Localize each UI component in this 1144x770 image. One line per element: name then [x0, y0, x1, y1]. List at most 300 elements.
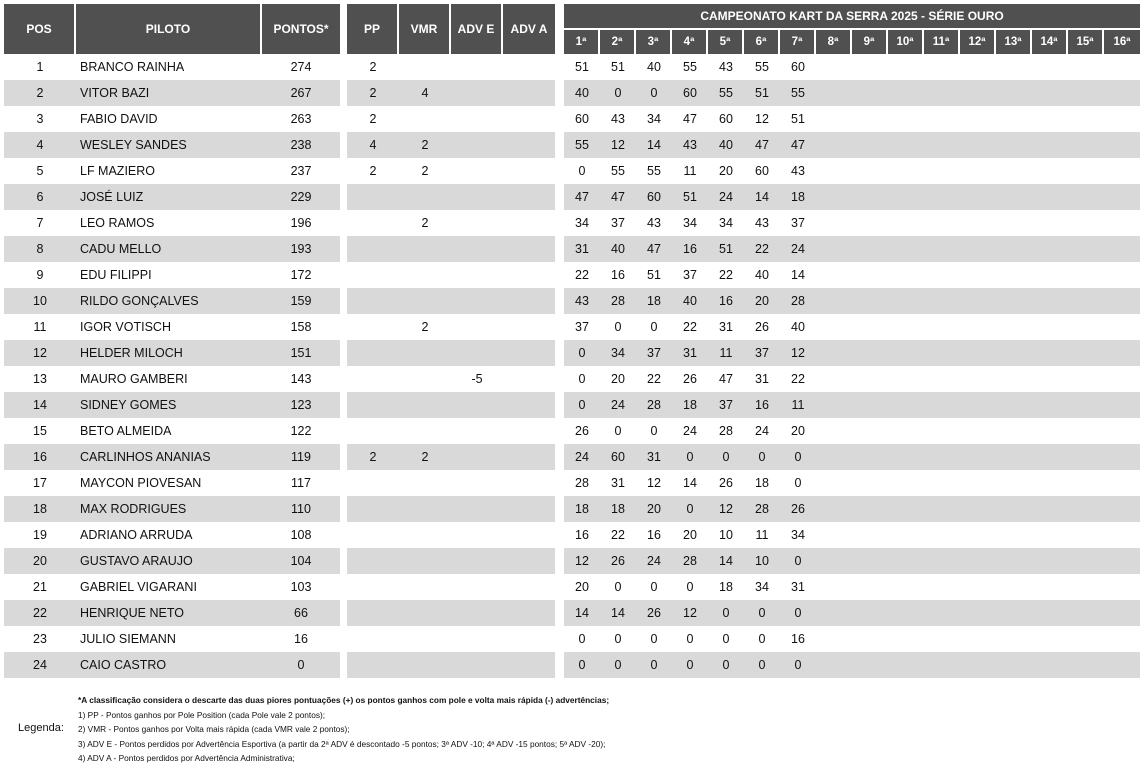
row-round-14-points — [1032, 496, 1068, 522]
row-round-9-points — [852, 600, 888, 626]
row-round-12-points — [960, 106, 996, 132]
row-round-12-points — [960, 54, 996, 80]
header-round-6: 6ª — [744, 30, 780, 54]
header-round-13: 13ª — [996, 30, 1032, 54]
table-row — [564, 470, 1140, 496]
row-round-12-points — [960, 132, 996, 158]
row-round-6-points: 31 — [755, 372, 769, 386]
table-row — [347, 236, 555, 262]
row-points: 267 — [262, 80, 340, 106]
table-row — [4, 574, 340, 600]
row-round-15-points — [1068, 470, 1104, 496]
row-round-2-points: 22 — [611, 528, 625, 542]
table-row — [4, 288, 340, 314]
row-round-6-points: 14 — [744, 184, 780, 210]
row-vmr: 2 — [421, 320, 429, 334]
row-round-3-points: 16 — [647, 528, 661, 542]
row-round-4-points: 0 — [672, 496, 708, 522]
table-row — [347, 470, 555, 496]
row-points: 0 — [262, 652, 340, 678]
row-round-4-points: 60 — [672, 80, 708, 106]
row-round-6-points: 34 — [755, 580, 769, 594]
row-pos: 9 — [36, 268, 44, 282]
table-row — [347, 314, 555, 340]
row-vmr: 2 — [421, 216, 429, 230]
row-round-6-points: 16 — [744, 392, 780, 418]
table-row — [564, 548, 1140, 574]
row-round-16-points — [1104, 262, 1140, 288]
row-round-9-points — [852, 626, 888, 652]
row-round-6-points: 0 — [744, 444, 780, 470]
row-vmr — [399, 392, 451, 418]
header-round-12: 12ª — [960, 30, 996, 54]
row-round-10-points — [888, 522, 924, 548]
row-pp — [347, 262, 399, 288]
row-round-5-points: 55 — [708, 80, 744, 106]
table-row — [564, 600, 1140, 626]
table-row — [564, 574, 1140, 600]
row-pos: 8 — [4, 236, 76, 262]
championship-title: CAMPEONATO KART DA SERRA 2025 - SÉRIE OURO — [564, 4, 1140, 30]
row-round-8-points — [816, 548, 852, 574]
row-round-15-points — [1068, 366, 1104, 392]
row-round-14-points — [1032, 470, 1068, 496]
row-round-16-points — [1104, 54, 1140, 80]
row-round-2-points: 60 — [600, 444, 636, 470]
row-round-12-points — [960, 184, 996, 210]
row-round-5-points: 34 — [719, 216, 733, 230]
row-round-4-points: 12 — [672, 600, 708, 626]
legend-item-vmr: 2) VMR - Pontos ganhos por Volta mais rápida (cada VMR vale 2 pontos); — [78, 724, 350, 734]
row-round-10-points — [888, 288, 924, 314]
row-round-3-points: 24 — [636, 548, 672, 574]
row-pos: 13 — [33, 372, 47, 386]
row-adv-a — [503, 288, 555, 314]
row-adv-a — [503, 314, 555, 340]
row-round-5-points: 16 — [708, 288, 744, 314]
row-round-3-points: 22 — [647, 372, 661, 386]
row-round-13-points — [996, 652, 1032, 678]
row-pos: 3 — [36, 112, 44, 126]
row-adv-a — [503, 574, 555, 600]
row-round-12-points — [960, 548, 996, 574]
row-round-4-points: 14 — [683, 476, 697, 490]
table-row — [4, 314, 340, 340]
row-round-2-points: 14 — [600, 600, 636, 626]
row-round-9-points — [852, 548, 888, 574]
header-piloto: PILOTO — [76, 4, 262, 54]
row-adv-a — [503, 522, 555, 548]
table-row — [4, 626, 340, 652]
row-round-12-points — [960, 392, 996, 418]
row-round-9-points — [852, 444, 888, 470]
row-driver-name: HENRIQUE NETO — [76, 600, 262, 626]
row-adv-a — [503, 444, 555, 470]
row-round-7-points: 16 — [791, 632, 805, 646]
table-row — [564, 184, 1140, 210]
row-pp — [347, 470, 399, 496]
row-round-7-points: 0 — [780, 548, 816, 574]
row-round-1-points: 0 — [564, 652, 600, 678]
row-round-12-points — [960, 600, 996, 626]
row-vmr — [399, 106, 451, 132]
row-round-15-points — [1068, 184, 1104, 210]
row-round-14-points — [1032, 574, 1068, 600]
row-round-11-points — [924, 158, 960, 184]
row-round-11-points — [924, 626, 960, 652]
row-round-11-points — [924, 418, 960, 444]
row-adv-a — [503, 470, 555, 496]
row-round-8-points — [816, 184, 852, 210]
table-row — [564, 522, 1140, 548]
row-round-6-points: 26 — [755, 320, 769, 334]
row-round-8-points — [816, 80, 852, 106]
row-round-9-points — [852, 366, 888, 392]
row-round-9-points — [852, 106, 888, 132]
row-driver-name: JULIO SIEMANN — [80, 632, 176, 646]
row-round-15-points — [1068, 522, 1104, 548]
row-round-9-points — [852, 132, 888, 158]
header-round-7: 7ª — [780, 30, 816, 54]
row-round-13-points — [996, 366, 1032, 392]
row-round-10-points — [888, 574, 924, 600]
row-round-9-points — [852, 574, 888, 600]
row-round-15-points — [1068, 600, 1104, 626]
row-pp — [347, 574, 399, 600]
row-round-8-points — [816, 158, 852, 184]
row-round-4-points: 43 — [672, 132, 708, 158]
header-adv-a: ADV A — [503, 4, 555, 54]
row-round-7-points: 22 — [791, 372, 805, 386]
row-points: 119 — [262, 444, 340, 470]
row-round-14-points — [1032, 366, 1068, 392]
header-round-10: 10ª — [888, 30, 924, 54]
row-round-11-points — [924, 470, 960, 496]
row-pp — [347, 392, 399, 418]
row-round-6-points: 55 — [755, 60, 769, 74]
row-round-8-points — [816, 392, 852, 418]
row-driver-name: VITOR BAZI — [76, 80, 262, 106]
table-row — [564, 496, 1140, 522]
table-row — [4, 340, 340, 366]
row-round-2-points: 0 — [614, 632, 622, 646]
row-adv-a — [503, 210, 555, 236]
row-round-10-points — [888, 314, 924, 340]
row-pp — [347, 652, 399, 678]
row-round-2-points: 51 — [611, 60, 625, 74]
header-pontos: PONTOS* — [262, 4, 340, 54]
row-round-11-points — [924, 184, 960, 210]
row-pos: 15 — [33, 424, 47, 438]
table-row — [347, 392, 555, 418]
row-pp — [347, 184, 399, 210]
row-round-12-points — [960, 80, 996, 106]
row-round-2-points: 31 — [611, 476, 625, 490]
row-round-11-points — [924, 444, 960, 470]
table-row — [347, 106, 555, 132]
row-round-13-points — [996, 470, 1032, 496]
row-points: 172 — [290, 268, 312, 282]
row-round-11-points — [924, 574, 960, 600]
row-round-7-points: 0 — [780, 652, 816, 678]
row-round-4-points: 16 — [672, 236, 708, 262]
row-round-2-points: 37 — [611, 216, 625, 230]
row-round-13-points — [996, 80, 1032, 106]
row-round-6-points: 10 — [744, 548, 780, 574]
row-round-16-points — [1104, 392, 1140, 418]
row-pos: 7 — [36, 216, 44, 230]
row-round-6-points: 28 — [744, 496, 780, 522]
row-round-7-points: 31 — [791, 580, 805, 594]
row-round-8-points — [816, 626, 852, 652]
row-round-16-points — [1104, 626, 1140, 652]
row-adv-e — [451, 522, 503, 548]
row-round-4-points: 0 — [686, 632, 694, 646]
row-round-7-points: 26 — [780, 496, 816, 522]
row-round-13-points — [996, 210, 1032, 236]
row-round-16-points — [1104, 340, 1140, 366]
row-round-3-points: 28 — [636, 392, 672, 418]
table-row — [564, 236, 1140, 262]
row-points: 104 — [262, 548, 340, 574]
row-points: 66 — [262, 600, 340, 626]
row-driver-name: ADRIANO ARRUDA — [80, 528, 193, 542]
row-vmr — [399, 366, 451, 392]
row-round-9-points — [852, 392, 888, 418]
table-row — [564, 80, 1140, 106]
row-round-1-points: 31 — [564, 236, 600, 262]
row-pos: 5 — [36, 164, 44, 178]
row-round-7-points: 0 — [794, 476, 802, 490]
row-round-3-points: 18 — [636, 288, 672, 314]
row-adv-e — [451, 444, 503, 470]
row-round-1-points: 43 — [564, 288, 600, 314]
row-round-11-points — [924, 288, 960, 314]
row-round-6-points: 40 — [755, 268, 769, 282]
row-vmr — [399, 470, 451, 496]
row-round-4-points: 20 — [683, 528, 697, 542]
row-round-4-points: 11 — [683, 164, 697, 178]
row-round-3-points: 47 — [636, 236, 672, 262]
row-pp — [347, 626, 399, 652]
row-adv-e — [451, 314, 503, 340]
row-round-16-points — [1104, 106, 1140, 132]
row-adv-a — [503, 106, 555, 132]
row-round-2-points: 16 — [611, 268, 625, 282]
row-round-10-points — [888, 210, 924, 236]
row-round-6-points: 22 — [744, 236, 780, 262]
row-round-4-points: 24 — [683, 424, 697, 438]
legend — [78, 693, 609, 766]
table-row — [564, 106, 1140, 132]
table-row — [4, 132, 340, 158]
row-adv-a — [503, 418, 555, 444]
header-round-16: 16ª — [1104, 30, 1140, 54]
row-round-7-points: 34 — [791, 528, 805, 542]
row-round-16-points — [1104, 184, 1140, 210]
row-adv-a — [503, 158, 555, 184]
row-round-15-points — [1068, 236, 1104, 262]
row-round-12-points — [960, 496, 996, 522]
row-round-12-points — [960, 626, 996, 652]
table-row — [347, 288, 555, 314]
table-row — [4, 80, 340, 106]
row-pp: 2 — [369, 164, 377, 178]
row-round-5-points: 37 — [708, 392, 744, 418]
row-round-5-points: 28 — [719, 424, 733, 438]
table-row — [564, 210, 1140, 236]
row-round-4-points: 55 — [683, 60, 697, 74]
header-vmr: VMR — [399, 4, 451, 54]
row-round-16-points — [1104, 496, 1140, 522]
header-round-2: 2ª — [600, 30, 636, 54]
row-round-1-points: 55 — [564, 132, 600, 158]
row-driver-name: LF MAZIERO — [80, 164, 156, 178]
row-round-13-points — [996, 392, 1032, 418]
row-round-15-points — [1068, 392, 1104, 418]
row-round-7-points: 28 — [780, 288, 816, 314]
row-pp — [347, 210, 399, 236]
row-round-9-points — [852, 210, 888, 236]
row-adv-e — [451, 340, 503, 366]
row-round-10-points — [888, 418, 924, 444]
row-adv-e — [451, 496, 503, 522]
row-round-5-points: 51 — [708, 236, 744, 262]
row-points: 159 — [262, 288, 340, 314]
row-adv-a — [503, 262, 555, 288]
row-round-7-points: 47 — [780, 132, 816, 158]
bonus-table — [347, 4, 555, 678]
row-round-16-points — [1104, 470, 1140, 496]
table-row — [4, 158, 340, 184]
row-round-3-points: 0 — [650, 580, 658, 594]
row-round-7-points: 20 — [791, 424, 805, 438]
row-round-7-points: 43 — [791, 164, 805, 178]
row-round-3-points: 12 — [647, 476, 661, 490]
row-round-1-points: 40 — [564, 80, 600, 106]
row-points: 274 — [290, 60, 312, 74]
table-row — [347, 522, 555, 548]
row-round-7-points: 0 — [780, 444, 816, 470]
row-round-10-points — [888, 236, 924, 262]
row-round-13-points — [996, 600, 1032, 626]
row-round-1-points: 47 — [564, 184, 600, 210]
row-round-8-points — [816, 444, 852, 470]
row-round-3-points: 20 — [636, 496, 672, 522]
row-round-4-points: 0 — [672, 444, 708, 470]
row-round-2-points: 0 — [614, 424, 622, 438]
row-vmr — [399, 184, 451, 210]
row-driver-name: BETO ALMEIDA — [80, 424, 172, 438]
row-points: 263 — [290, 112, 312, 126]
row-round-5-points: 20 — [719, 164, 733, 178]
row-round-11-points — [924, 210, 960, 236]
row-round-11-points — [924, 366, 960, 392]
row-round-9-points — [852, 80, 888, 106]
row-pos: 19 — [33, 528, 47, 542]
row-round-10-points — [888, 548, 924, 574]
row-vmr — [399, 236, 451, 262]
row-round-2-points: 0 — [600, 652, 636, 678]
row-round-10-points — [888, 444, 924, 470]
rounds-table — [564, 4, 1140, 678]
row-round-12-points — [960, 470, 996, 496]
row-pos: 14 — [4, 392, 76, 418]
row-round-10-points — [888, 340, 924, 366]
row-round-2-points: 47 — [600, 184, 636, 210]
rounds-header-row — [564, 30, 1140, 54]
table-row — [564, 366, 1140, 392]
row-round-9-points — [852, 418, 888, 444]
table-row — [347, 652, 555, 678]
row-round-4-points: 37 — [683, 268, 697, 282]
row-pp: 2 — [347, 444, 399, 470]
row-round-13-points — [996, 158, 1032, 184]
row-round-4-points: 22 — [683, 320, 697, 334]
row-round-9-points — [852, 236, 888, 262]
table-row — [4, 522, 340, 548]
row-round-10-points — [888, 262, 924, 288]
row-pp: 2 — [347, 80, 399, 106]
row-round-16-points — [1104, 574, 1140, 600]
row-round-9-points — [852, 184, 888, 210]
row-round-2-points: 20 — [611, 372, 625, 386]
table-row — [347, 80, 555, 106]
row-round-5-points: 26 — [719, 476, 733, 490]
row-round-2-points: 55 — [611, 164, 625, 178]
row-round-3-points: 55 — [647, 164, 661, 178]
row-round-8-points — [816, 522, 852, 548]
row-adv-a — [503, 80, 555, 106]
row-adv-e — [451, 600, 503, 626]
row-round-12-points — [960, 314, 996, 340]
row-pos: 22 — [4, 600, 76, 626]
row-round-12-points — [960, 522, 996, 548]
row-round-4-points: 28 — [672, 548, 708, 574]
row-pp — [347, 288, 399, 314]
row-pos: 24 — [4, 652, 76, 678]
row-round-10-points — [888, 652, 924, 678]
row-round-7-points: 60 — [791, 60, 805, 74]
table-row — [564, 132, 1140, 158]
row-round-9-points — [852, 470, 888, 496]
row-points: 229 — [262, 184, 340, 210]
row-round-10-points — [888, 600, 924, 626]
row-round-7-points: 11 — [780, 392, 816, 418]
row-round-16-points — [1104, 522, 1140, 548]
table-row — [564, 392, 1140, 418]
row-round-8-points — [816, 496, 852, 522]
table-row — [347, 418, 555, 444]
table-row — [564, 288, 1140, 314]
row-round-12-points — [960, 236, 996, 262]
row-driver-name: SIDNEY GOMES — [76, 392, 262, 418]
row-adv-e — [451, 574, 503, 600]
row-round-5-points: 14 — [708, 548, 744, 574]
row-vmr — [399, 522, 451, 548]
row-round-9-points — [852, 340, 888, 366]
row-round-3-points: 43 — [647, 216, 661, 230]
row-round-8-points — [816, 106, 852, 132]
row-round-6-points: 60 — [755, 164, 769, 178]
row-vmr — [399, 626, 451, 652]
row-round-4-points: 40 — [672, 288, 708, 314]
row-round-5-points: 0 — [708, 444, 744, 470]
row-adv-e — [451, 548, 503, 574]
row-vmr — [399, 600, 451, 626]
row-driver-name: GABRIEL VIGARANI — [80, 580, 197, 594]
row-round-12-points — [960, 652, 996, 678]
